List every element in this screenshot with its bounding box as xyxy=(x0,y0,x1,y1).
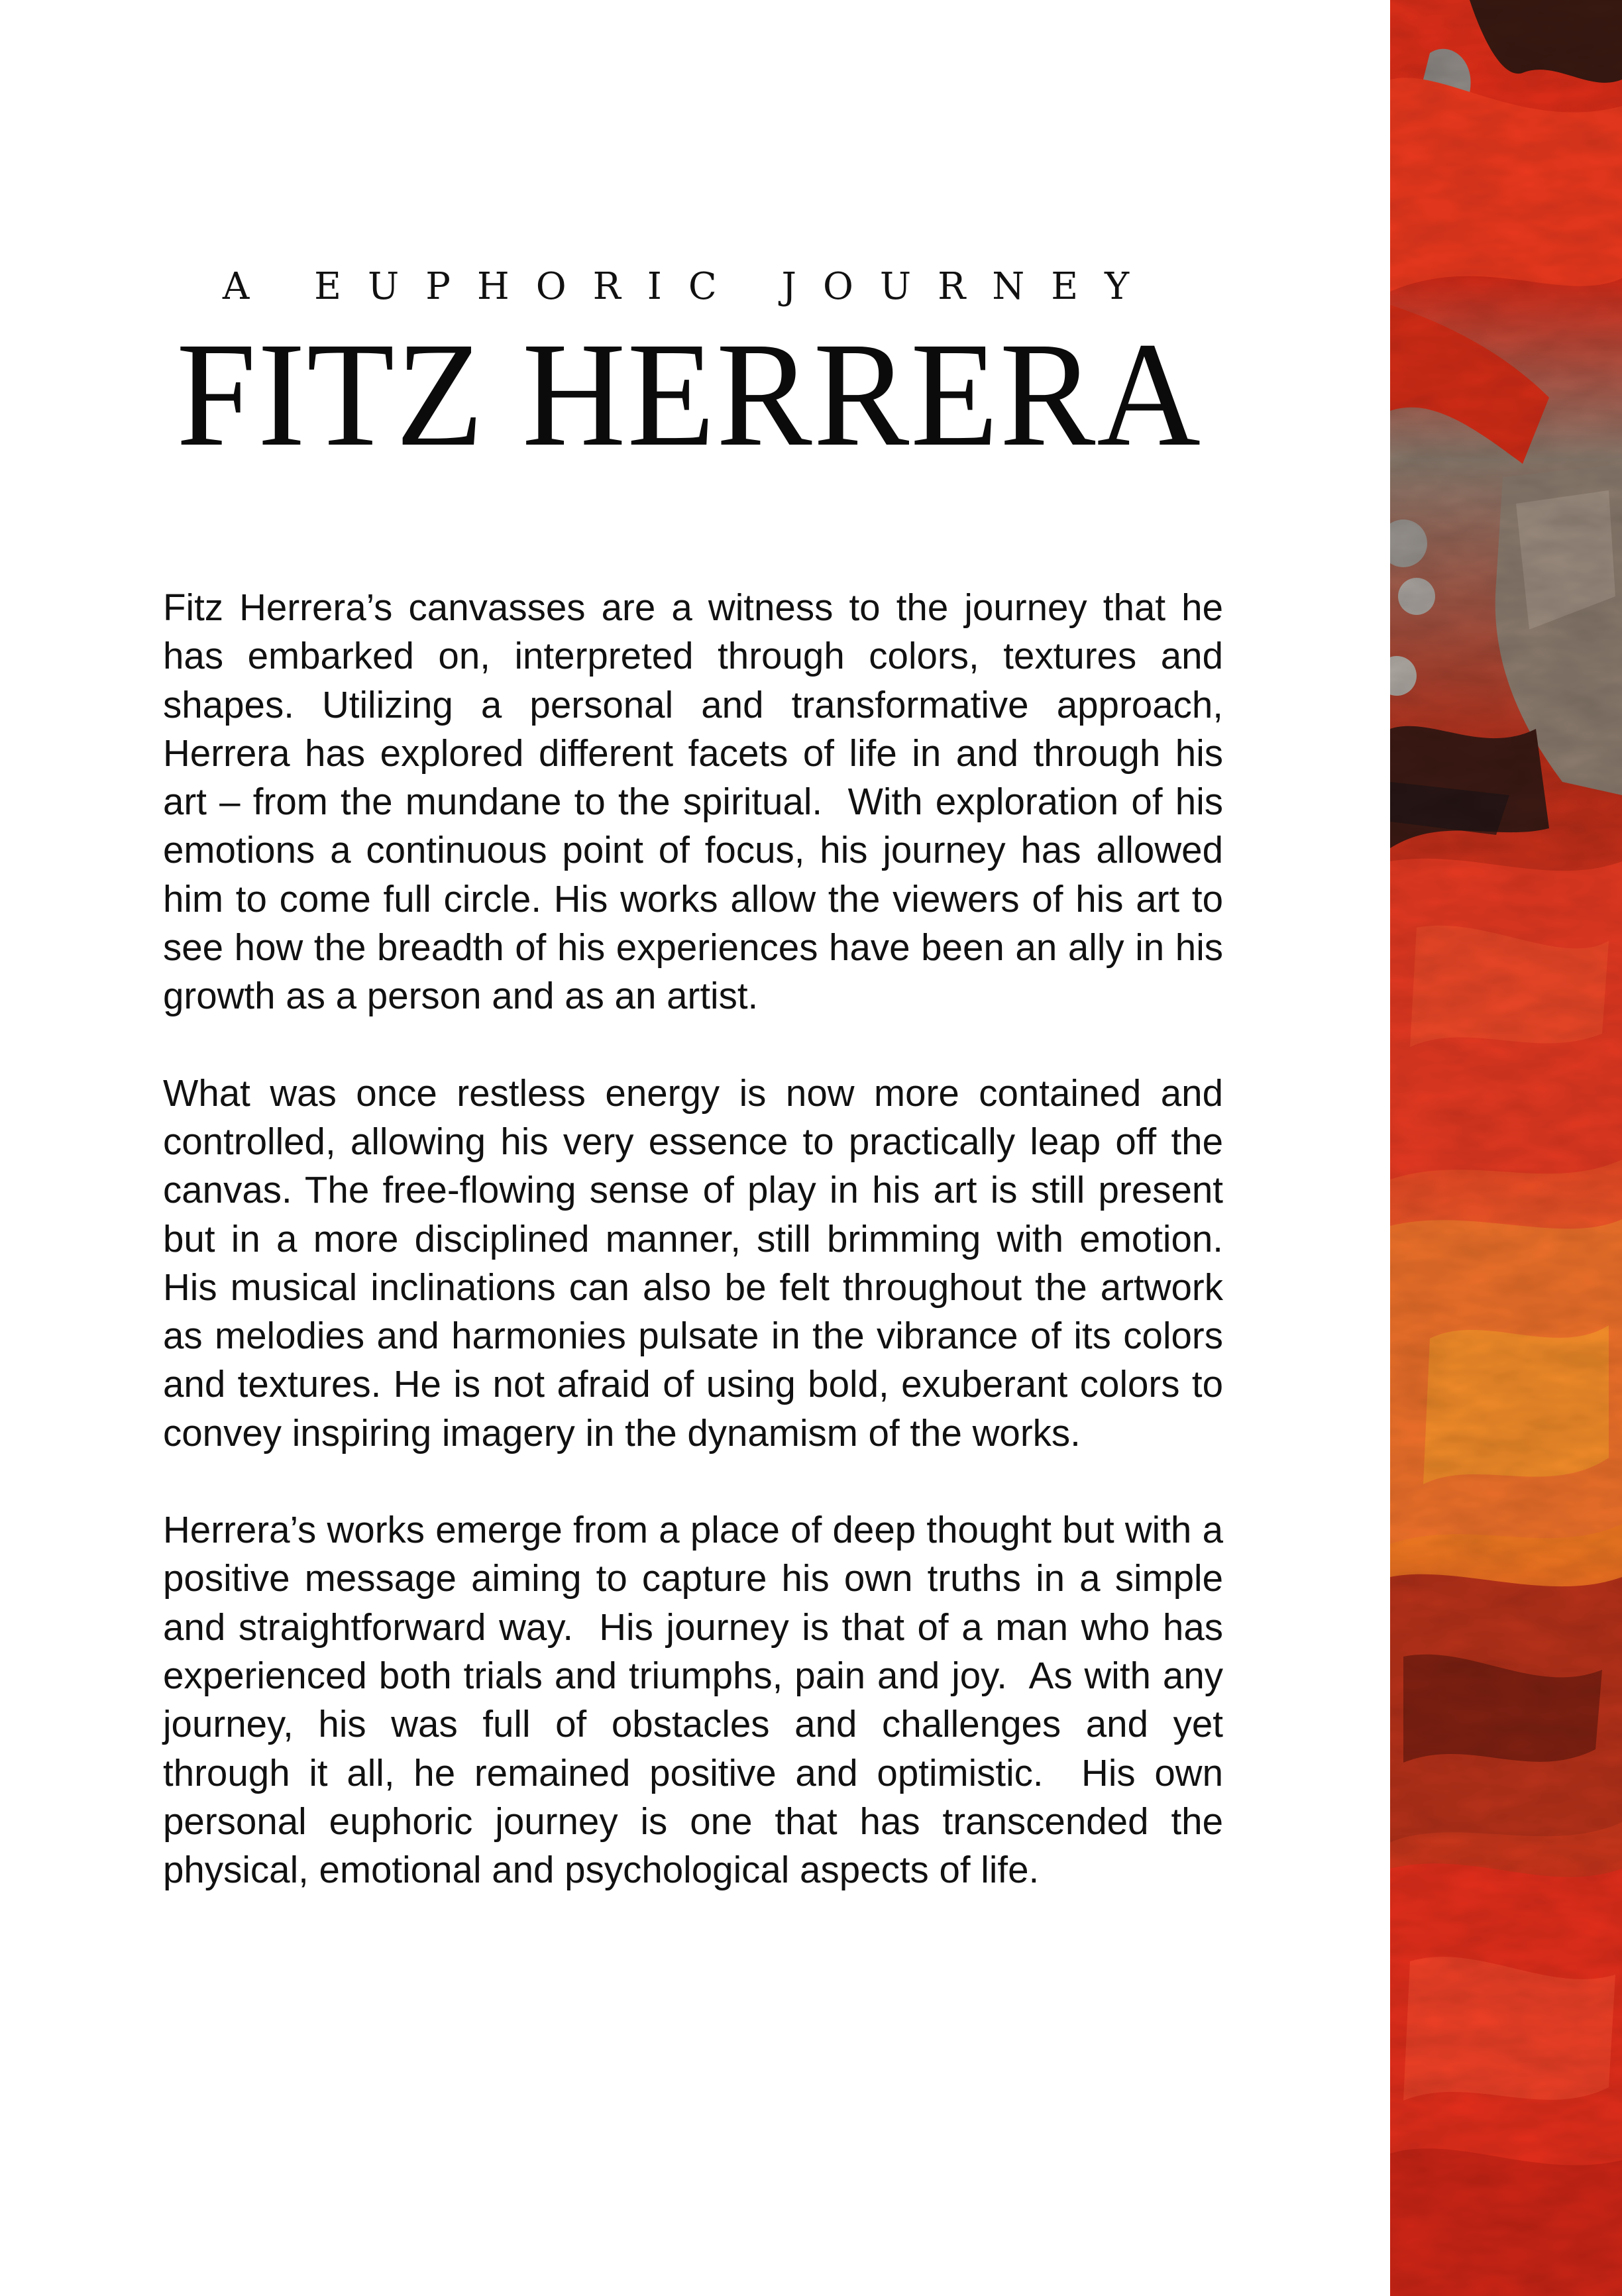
abstract-painting-graphic xyxy=(1390,0,1622,2296)
painting-image xyxy=(1390,0,1622,2296)
paragraph-1: Fitz Herrera’s canvasses are a witness to the journey that he has embarked on, interpreted through colors, textures and shapes. Utilizing a personal and transformative approach, Herrera has explored different facets of life in and through his art – from the mundane to the spiritual. With exploration of his emotions a continuous point of focus, his journey has allowed him to come full circle. His works allow the viewers of his art to see how the breadth of his experiences have been an ally in his growth as a person and as an artist. xyxy=(163,586,1234,1017)
paragraph-3: Herrera’s works emerge from a place of deep thought but with a positive message aiming to capture his own truths in a simple and straightforward way. His journey is that of a man who has experienced both trials and triumphs, pain and joy. As with any journey, his was full of obstacles and challenges and yet through it all, he remained positive and optimistic. His own personal euphoric journey is one that has transcended the physical, emotional and psychological aspects of life. xyxy=(163,1509,1234,1891)
body-text xyxy=(163,583,1255,1942)
paragraph-2: What was once restless energy is now more contained and controlled, allowing his very essence to practically leap off the canvas. The free-flowing sense of play in his art is still present but in a more disciplined manner, still brimming with emotion. His musical inclinations can also be felt throughout the artwork as melodies and harmonies pulsate in the vibrance of its colors and textures. He is not afraid of using bold, exuberant colors to convey inspiring imagery in the dynamism of the works. xyxy=(163,1071,1255,1454)
document-title: FITZ HERRERA xyxy=(176,311,1202,477)
document-subtitle: A EUPHORIC JOURNEY xyxy=(222,265,1156,308)
